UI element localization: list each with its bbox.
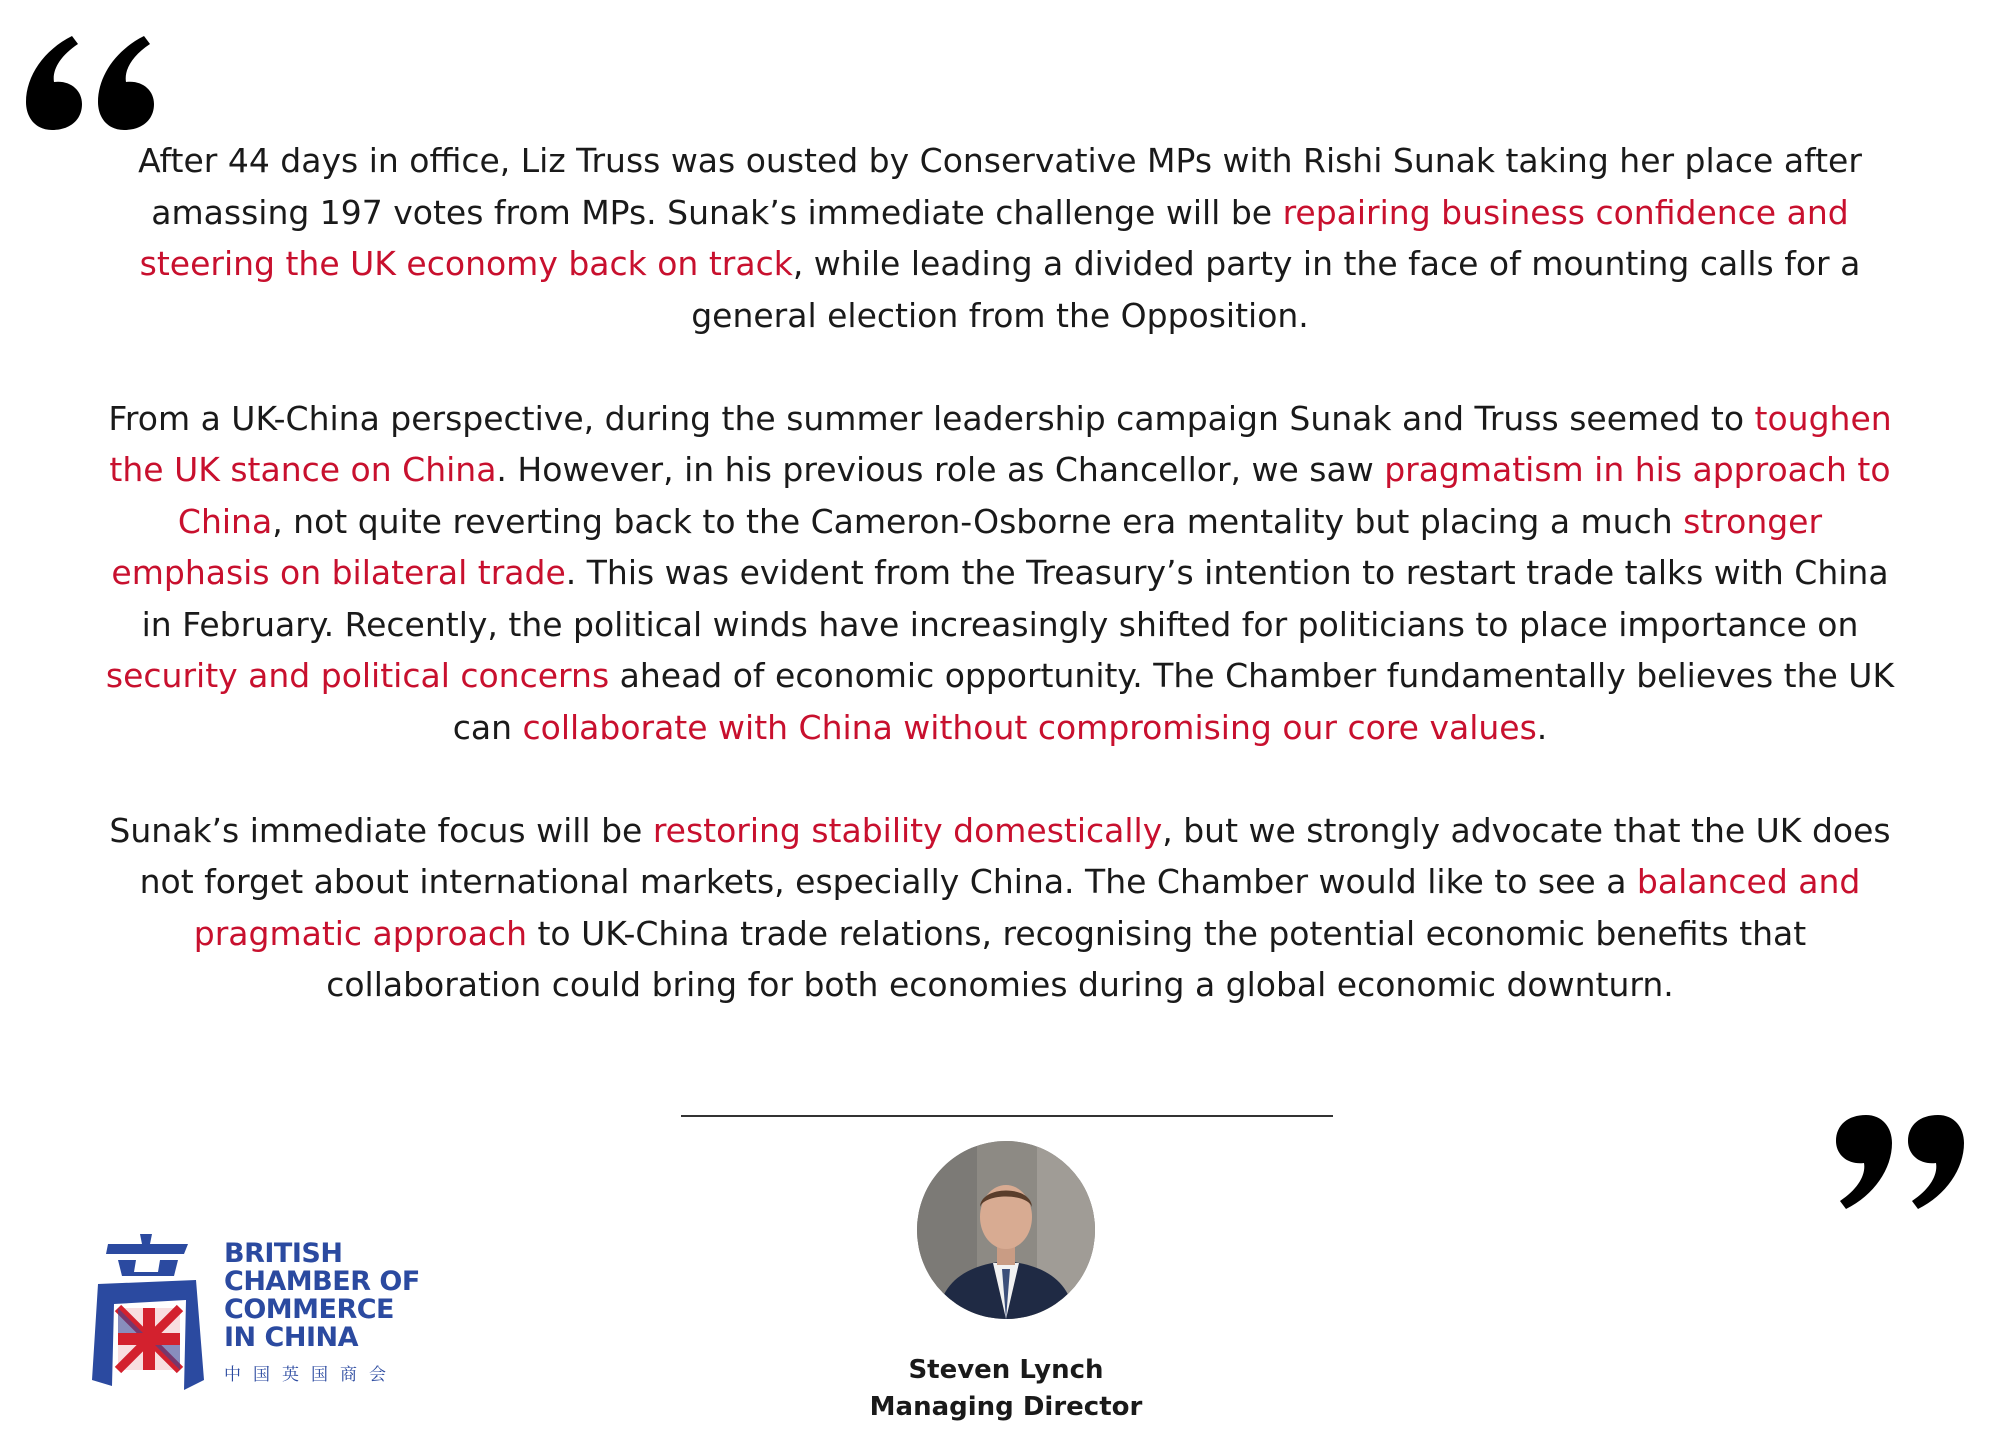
text-run: . This was evident from the Treasury’s intention to restart trade talks with China in February. Recently, the political winds have increasingly shifted for politicians to place importance on — [141, 553, 1889, 644]
logo-emblem-icon — [88, 1230, 206, 1390]
text-run: From a UK-China perspective, during the summer leadership campaign Sunak and Truss seemed to — [108, 398, 1755, 438]
highlighted-phrase: stronger emphasis on bilateral trade — [111, 501, 1823, 592]
text-run: , while leading a divided party in the face of mounting calls for a general election from the Opposition. — [691, 244, 1861, 335]
portrait-image — [917, 1141, 1095, 1319]
highlighted-phrase: repairing business confidence and steering the UK economy back on track — [139, 192, 1849, 283]
paragraph-3 — [100, 805, 1900, 1011]
signature-name: Steven Lynch — [908, 1355, 1104, 1385]
text-run: , not quite reverting back to the Cameron-Osborne era mentality but placing a much — [272, 501, 1684, 541]
text-run: , but we strongly advocate that the UK does not forget about international markets, especially China. The Chamber would like to see a — [139, 810, 1891, 901]
highlighted-phrase: balanced and pragmatic approach — [193, 862, 1861, 953]
text-run: After 44 days in office, Liz Truss was ousted by Conservative MPs with Rishi Sunak taking her place after amassing 197 votes from MPs. Sunak’s immediate challenge will be — [138, 141, 1862, 232]
bccc-logo — [88, 1230, 448, 1390]
highlighted-phrase: pragmatism in his approach to China — [177, 450, 1891, 541]
text-run: . — [1536, 707, 1548, 747]
open-quote-icon — [26, 36, 154, 130]
signature-title: Managing Director — [869, 1392, 1143, 1422]
text-run: Sunak’s immediate focus will be — [109, 810, 653, 850]
highlighted-phrase: collaborate with China without compromising our core values — [522, 707, 1537, 747]
paragraph-1 — [100, 135, 1900, 341]
logo-text-line2: CHAMBER OF — [224, 1266, 420, 1297]
quote-body — [100, 135, 1900, 1062]
close-quote-icon — [1836, 1115, 1964, 1209]
text-run: . However, in his previous role as Chancellor, we saw — [496, 450, 1385, 489]
highlighted-phrase: security and political concerns — [105, 656, 610, 695]
logo-text-line4: IN CHINA — [224, 1322, 358, 1353]
paragraph-2 — [100, 393, 1900, 754]
logo-text-line1: BRITISH — [224, 1238, 343, 1269]
text-run: to UK-China trade relations, recognising the potential economic benefits that collaboration could bring for both economies during a global economic downturn. — [326, 913, 1807, 1004]
signature-divider — [681, 1115, 1333, 1117]
highlighted-phrase: restoring stability domestically — [652, 810, 1163, 850]
logo-text-line3: COMMERCE — [224, 1294, 394, 1325]
highlighted-phrase: toughen the UK stance on China — [109, 398, 1892, 489]
logo-chinese-text: 中国英国商会 — [224, 1365, 398, 1385]
avatar — [917, 1141, 1095, 1319]
text-run: ahead of economic opportunity. The Chamber fundamentally believes the UK can — [452, 656, 1895, 747]
